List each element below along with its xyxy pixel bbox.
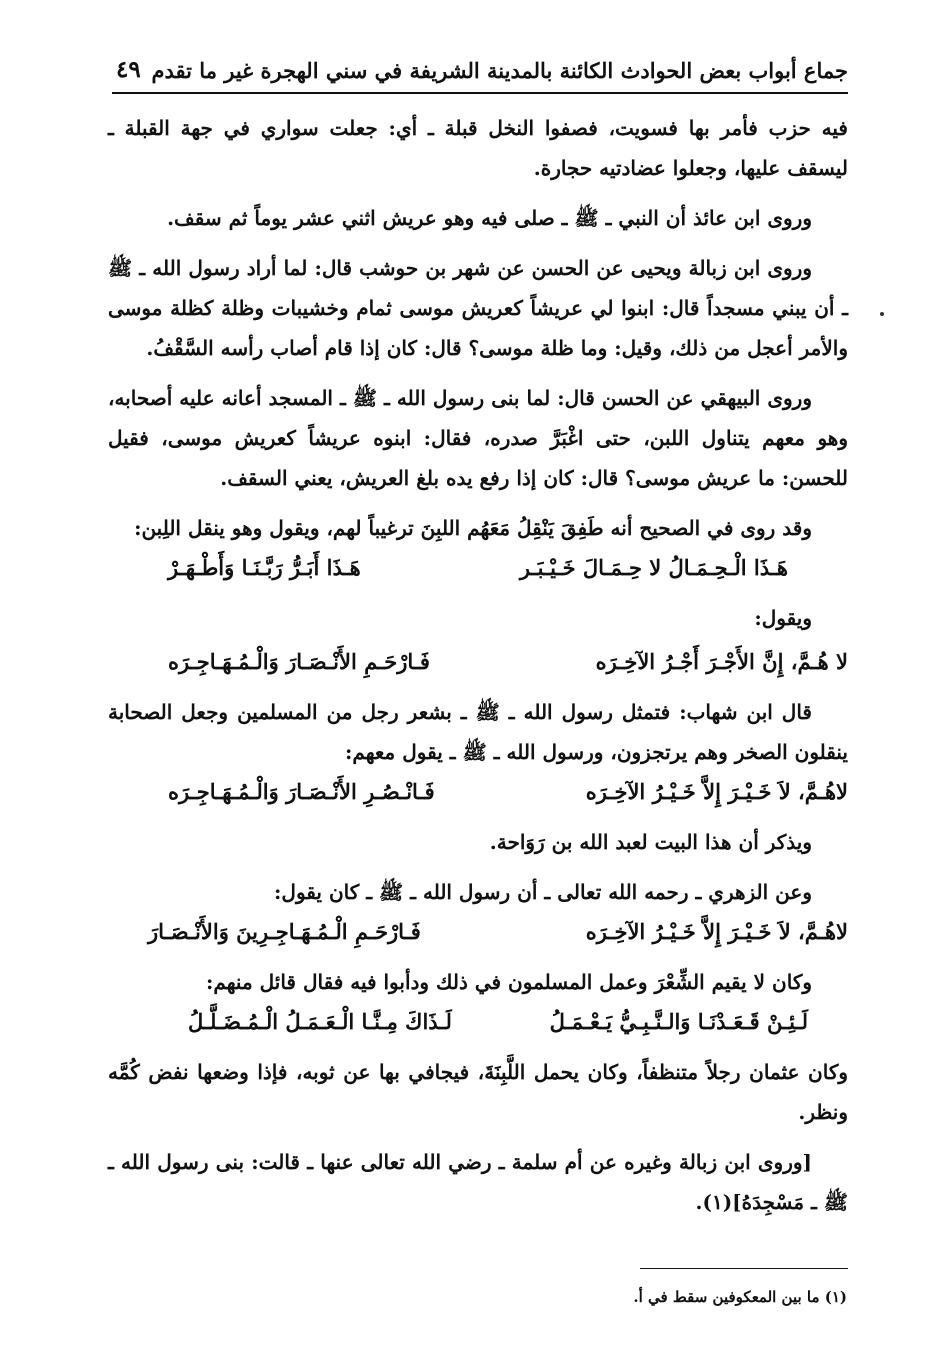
verse-4 — [108, 912, 848, 952]
paragraph-5: وقد روى في الصحيح أنه طَفِقَ يَنْقِلُ مَعَهُم اللبِنَ ترغيباً لهم، ويقول وهو ينقل اللِبن: — [134, 516, 812, 540]
paragraph-11: [وروى ابن زبالة وغيره عن أم سلمة ـ رضي الله تعالى عنها ـ قالت: بنى رسول الله ـ ﷺ ـ مَسْجِدَهُ](١). — [108, 1150, 848, 1214]
paragraph-7: ويذكر أن هذا البيت لعبد الله بن رَوَاحة. — [489, 830, 812, 854]
paragraph-2: وروى ابن عائذ أن النبي ـ ﷺ ـ صلى فيه وهو عريش اثني عشر يوماً ثم سقف. — [167, 206, 812, 230]
paragraph-8: وعن الزهري ـ رحمه الله تعالى ـ أن رسول الله ـ ﷺ ـ كان يقول: — [274, 880, 812, 904]
paragraph-3: وروى ابن زبالة ويحيى عن الحسن عن شهر بن حوشب قال: لما أراد رسول الله ـ ﷺ ـ أن يبني مسجداً قال: ابنوا لي عريشاً كعريش موسى ثمام وخشيبات وظلة كظلة موسى والأمر أعجل من ذلك، وقيل: وما ظلة موسى؟ قال: كان إذا قام أصاب رأسه السَّقْفُ. — [108, 256, 848, 360]
paragraph-10: وكان عثمان رجلاً متنظفاً، وكان يحمل اللَّبِنَةَ، فيجافي بها عن ثوبه، فإذا وضعها نفض كُمَّه ونظر. — [108, 1060, 848, 1124]
verse-1-second-hemistich: هَـذَا أَبَـرُّ رَبَّـنَـا وَأَطْـهَـرْ — [168, 555, 361, 580]
label-yaqul: ويقول: — [754, 606, 812, 630]
paragraph-4: وروى البيهقي عن الحسن قال: لما بنى رسول الله ـ ﷺ ـ المسجد أعانه عليه أصحابه، وهو معهم يتناول اللبن، حتى اغْبَرَّ صدره، فقال: ابنوه عريشاً كعريش موسى، فقيل للحسن: ما عريش موسى؟ قال: كان إذا رفع يده بلغ العريش، يعني السقف. — [108, 386, 848, 490]
verse-5-first-hemistich: لَـئِـنْ قَـعَـدْنَـا وَالـنَّـبِـيُّ يَـعْـمَـلُ — [549, 1009, 808, 1034]
verse-4-first-hemistich: لاهُـمَّ، لاَ خَـيْـرَ إِلاَّ خَـيْـرُ الآخِـرَه — [585, 919, 848, 944]
verse-4-second-hemistich: فَـارْحَـمِ الْـمُـهَـاجِـرِينَ وَالأَنْـصَـارَ — [148, 919, 421, 944]
verse-1-first-hemistich: هَـذَا الْـحِـمَـالُ لا حِـمَـالَ خَـيْـبَـر — [519, 555, 788, 580]
verse-3-first-hemistich: لاهُـمَّ، لاَ خَـيْـرَ إِلاَّ خَـيْـرُ الآخِـرَه — [585, 779, 848, 804]
verse-1 — [108, 548, 848, 588]
paragraph-1: فيه حزب فأمر بها فسويت، فصفوا النخل قبلة ـ أي: جعلت سواري في جهة القبلة ـ ليسقف عليها، وجعلوا عضادتيه حجارة. — [108, 116, 848, 180]
verse-3-second-hemistich: فَـانْـصُـرِ الأَنْـصَـارَ وَالْـمُـهَـاجِـرَه — [168, 779, 435, 804]
verse-2 — [108, 642, 848, 682]
page-body — [108, 108, 848, 1232]
verse-2-first-hemistich: لا هُـمَّ، إِنَّ الأَجْـرَ أَجْـرُ الآخِـرَه — [595, 649, 848, 674]
margin-dot — [880, 312, 884, 316]
verse-5 — [108, 1002, 848, 1042]
footnote-separator — [640, 1268, 848, 1269]
running-header — [112, 52, 848, 94]
verse-5-second-hemistich: لَـذَاكَ مِـنَّـا الْـعَـمَـلُ الْـمُـضَـلَّـلُ — [188, 1009, 452, 1034]
verse-3 — [108, 772, 848, 812]
verse-2-second-hemistich: فَـارْحَـمِ الأَنْـصَـارَ وَالْـمُـهَـاجِـرَه — [168, 649, 430, 674]
footnote: (١) ما بين المعكوفين سقط في أ. — [633, 1288, 847, 1306]
paragraph-6: قال ابن شهاب: فتمثل رسول الله ـ ﷺ ـ بشعر رجل من المسلمين وجعل الصحابة ينقلون الصخر وهم يرتجزون، ورسول الله ـ ﷺ ـ يقول معهم: — [108, 700, 848, 764]
running-header-title: جماع أبواب بعض الحوادث الكائنة بالمدينة الشريفة في سني الهجرة غير ما تقدم — [151, 58, 848, 83]
page-number: ٤٩ — [116, 56, 141, 83]
paragraph-9: وكان لا يقيم الشِّعْرَ وعمل المسلمون في ذلك ودأبوا فيه فقال قائل منهم: — [206, 970, 812, 994]
